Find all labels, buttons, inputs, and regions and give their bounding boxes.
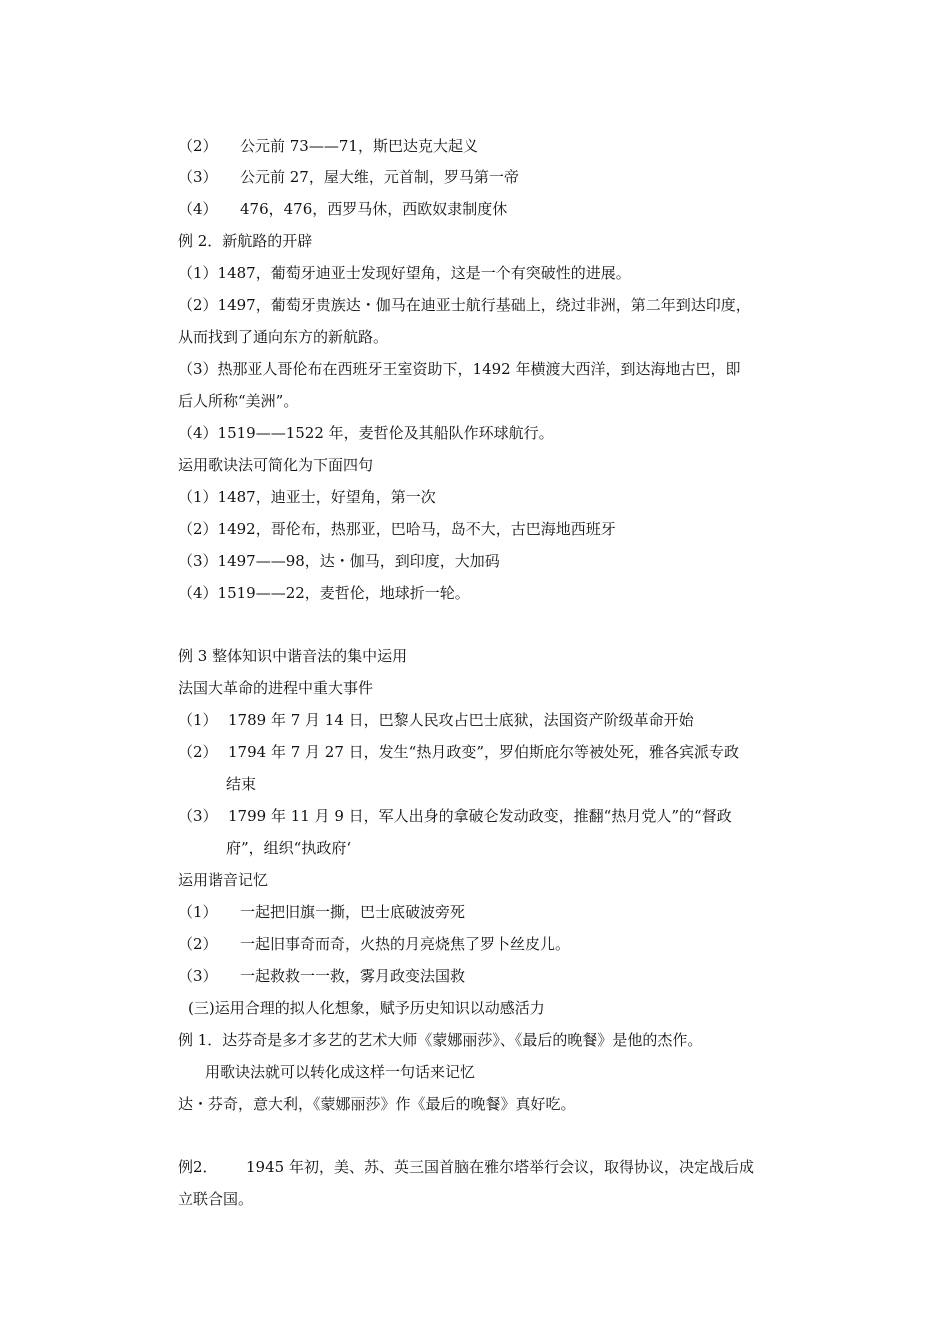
list-item bbox=[178, 742, 818, 762]
item-text: 公元前 27，屋大维，元首制，罗马第一帝 bbox=[240, 168, 519, 186]
list-item-continuation: 府”，组织“执政府‘ bbox=[226, 839, 352, 857]
section-heading: 运用歌诀法可简化为下面四句 bbox=[178, 456, 374, 474]
list-item: （3）1497——98，达・伽马，到印度，大加码 bbox=[178, 552, 500, 570]
item-number: （1） bbox=[178, 711, 218, 729]
item-text: 1799 年 11 月 9 日，军人出身的拿破仑发动政变，推翻“热月党人”的“督政 bbox=[228, 807, 732, 825]
paragraph: 立联合国。 bbox=[178, 1190, 254, 1208]
item-text: 一起把旧旗一撕，巴士底破波旁死 bbox=[240, 903, 466, 921]
paragraph: （3）热那亚人哥伦布在西班牙王室资助下，1492 年横渡大西洋，到达海地古巴，即 bbox=[178, 360, 741, 378]
example-number: 例2． bbox=[178, 1158, 218, 1176]
item-text: 一起救救一一救，雾月政变法国救 bbox=[240, 967, 466, 985]
section-heading: (三)运用合理的拟人化想象，赋予历史知识以动感活力 bbox=[188, 999, 545, 1017]
list-item bbox=[178, 902, 818, 922]
list-item bbox=[178, 966, 818, 986]
list-item: （1）1487，迪亚士，好望角，第一次 bbox=[178, 488, 436, 506]
item-number: （4） bbox=[178, 200, 218, 218]
paragraph: 用歌诀法就可以转化成这样一句话来记忆 bbox=[205, 1063, 476, 1081]
paragraph: （4）1519——1522 年，麦哲伦及其船队作环球航行。 bbox=[178, 424, 554, 442]
paragraph bbox=[178, 1157, 818, 1177]
list-item bbox=[178, 710, 818, 730]
list-item bbox=[178, 167, 818, 187]
paragraph: （1）1487，葡萄牙迪亚士发现好望角，这是一个有突破性的进展。 bbox=[178, 264, 631, 282]
item-number: （2） bbox=[178, 935, 218, 953]
item-text: 476，476，西罗马休，西欧奴隶制度休 bbox=[240, 200, 508, 218]
paragraph-text: 1945 年初，美、苏、英三国首脑在雅尔塔举行会议，取得协议，决定战后成 bbox=[246, 1158, 754, 1176]
item-number: （3） bbox=[178, 967, 218, 985]
list-item bbox=[178, 199, 818, 219]
list-item bbox=[178, 136, 818, 156]
item-text: 1789 年 7 月 14 日，巴黎人民攻占巴士底狱，法国资产阶级革命开始 bbox=[228, 711, 694, 729]
paragraph: 达・芬奇，意大利，《蒙娜丽莎》作《最后的晚餐》真好吃。 bbox=[178, 1095, 576, 1113]
paragraph: 从而找到了通向东方的新航路。 bbox=[178, 328, 389, 346]
list-item: （4）1519——22，麦哲伦，地球折一轮。 bbox=[178, 584, 470, 602]
list-item-continuation: 结束 bbox=[226, 775, 257, 793]
section-heading: 法国大革命的进程中重大事件 bbox=[178, 679, 374, 697]
list-item bbox=[178, 934, 818, 954]
item-number: （2） bbox=[178, 743, 218, 761]
list-item bbox=[178, 806, 818, 826]
item-number: （3） bbox=[178, 807, 218, 825]
item-text: 一起旧事奇而奇，火热的月亮烧焦了罗卜丝皮儿。 bbox=[240, 935, 571, 953]
example-heading: 例 2．新航路的开辟 bbox=[178, 232, 313, 250]
list-item: （2）1492，哥伦布，热那亚，巴哈马，岛不大，古巴海地西班牙 bbox=[178, 520, 616, 538]
example-heading: 例 3 整体知识中谐音法的集中运用 bbox=[178, 647, 408, 665]
item-text: 1794 年 7 月 27 日，发生“热月政变”，罗伯斯庇尔等被处死，雅各宾派专政 bbox=[228, 743, 739, 761]
item-number: （3） bbox=[178, 168, 218, 186]
paragraph: 例 1．达芬奇是多才多艺的艺术大师《蒙娜丽莎》、《最后的晚餐》是他的杰作。 bbox=[178, 1031, 703, 1049]
item-number: （2） bbox=[178, 137, 218, 155]
item-number: （1） bbox=[178, 903, 218, 921]
item-text: 公元前 73——71，斯巴达克大起义 bbox=[240, 137, 478, 155]
section-heading: 运用谐音记忆 bbox=[178, 871, 269, 889]
paragraph: 后人所称“美洲”。 bbox=[178, 392, 299, 410]
paragraph: （2）1497，葡萄牙贵族达・伽马在迪亚士航行基础上，绕过非洲，第二年到达印度， bbox=[178, 296, 751, 314]
